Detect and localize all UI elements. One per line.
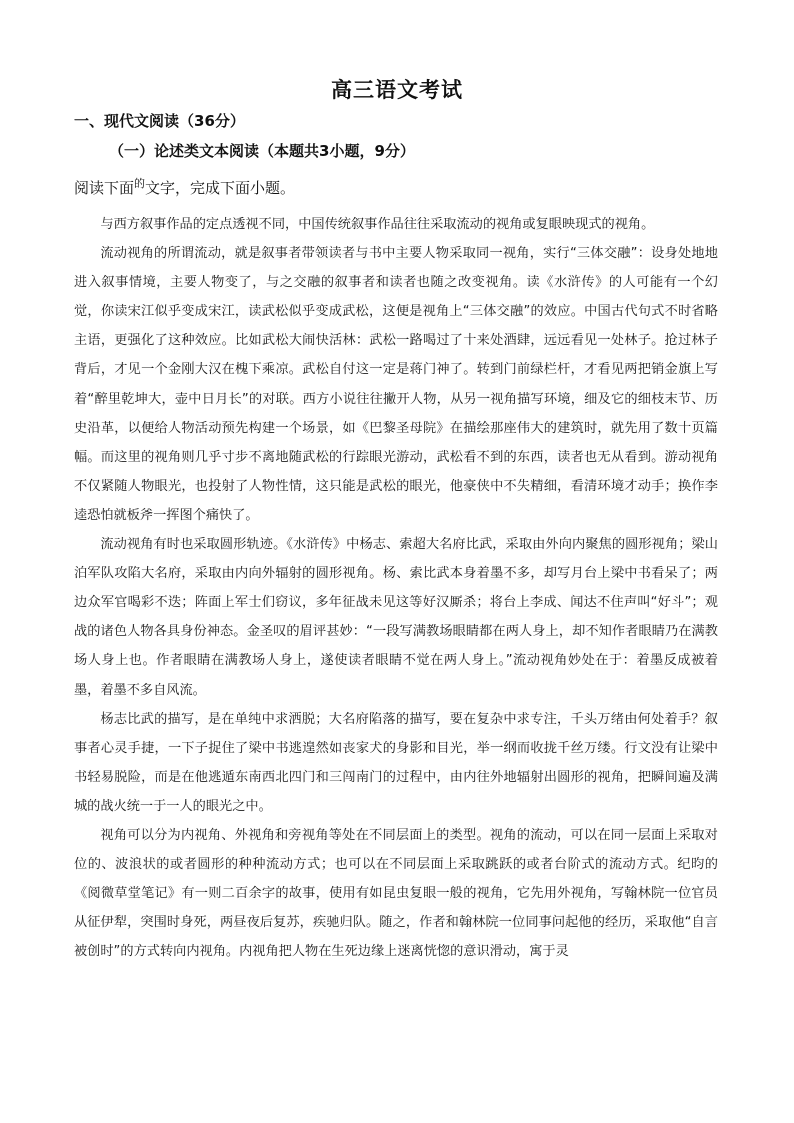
section-heading: 一、现代文阅读（36分） <box>74 112 245 130</box>
exam-title: 高三语文考试 <box>331 77 463 102</box>
instruction-text-after: 文字，完成下面小题。 <box>145 179 296 197</box>
passage-paragraph-2: 流动视角的所谓流动，就是叙事者带领读者与书中主要人物采取同一视角，实行“三体交融”：设身处地地进入叙事情境，主要人物变了，与之交融的叙事者和读者也随之改变视角。读《水浒传》的人可能有一个幻觉，你读宋江似乎变成宋江，读武松似乎变成武松，这便是视角上“三体交融”的效应。中国古代句式不时省略主语，更强化了这种效应。比如武松大闹快活林：武松一路喝过了十来处酒肆，远远看见一处林子。抢过林子背后，才见一个金刚大汉在槐下乘凉。武松自付这一定是蒋门神了。转到门前绿栏杆，才看见两把销金旗上写着“醉里乾坤大，壶中日月长”的对联。西方小说往往撇开人物，从另一视角描写环境，细及它的细枝末节、历史沿革，以便给人物活动预先构建一个场景，如《巴黎圣母院》在描绘那座伟大的建筑时，就先用了数十页篇幅。而这里的视角则几乎寸步不离地随武松的行踪眼光游动，武松看不到的东西，读者也无从看到。游动视角不仅紧随人物眼光，也投射了人物性情，这只能是武松的眼光，他豪侠中不失精细，看清环境才动手；换作李逵恐怕就板斧一挥图个痛快了。 <box>74 246 718 523</box>
subsection-heading: （一）论述类文本阅读（本题共3小题，9分） <box>109 142 415 160</box>
passage-paragraph-3: 流动视角有时也采取圆形轨迹。《水浒传》中杨志、索超大名府比武，采取由外向内聚焦的圆形视角；梁山泊军队攻陷大名府，采取由内向外辐射的圆形视角。杨、索比武本身着墨不多，却写月台上梁中书看呆了；两边众军官喝彩不迭；阵面上军士们窃议，多年征战未见这等好汉厮杀；将台上李成、闻达不住声叫“好斗”；观战的诸色人物各具身份神态。金圣叹的眉评甚妙：“一段写满教场眼睛都在两人身上，却不知作者眼睛乃在满教场人身上也。作者眼睛在满教场人身上，遂使读者眼睛不觉在两人身上。”流动视角妙处在于：着墨反成被着墨，着墨不多自风流。 <box>74 537 718 698</box>
passage-paragraph-4: 杨志比武的描写，是在单纯中求洒脱；大名府陷落的描写，要在复杂中求专注，千头万绪由何处着手？叙事者心灵手捷，一下子捉住了梁中书逃遑然如丧家犬的身影和目光，举一纲而收拢千丝万缕。行文没有让梁中书轻易脱险，而是在他逃遁东南西北四门和三闯南门的过程中，由内往外地辐射出圆形的视角，把瞬间遍及满城的战火统一于一人的眼光之中。 <box>74 711 718 814</box>
instruction-text-before: 阅读下面 <box>74 179 135 197</box>
reading-instruction <box>74 177 295 198</box>
passage-paragraph-5: 视角可以分为内视角、外视角和旁视角等处在不同层面上的类型。视角的流动，可以在同一层面上采取对位的、波浪状的或者圆形的种种流动方式；也可以在不同层面上采取跳跃的或者台阶式的流动方式。纪昀的《阅微草堂笔记》有一则二百余字的故事，使用有如昆虫复眼一般的视角，它先用外视角，写翰林院一位官员从征伊犁，突围时身死，两昼夜后复苏，疾驰归队。随之，作者和翰林院一位同事问起他的经历，采取他“自言被创时”的方式转向内视角。内视角把人物在生死边缘上迷离恍惚的意识滑动，寓于灵 <box>74 827 718 960</box>
instruction-superscript: 的 <box>134 177 146 190</box>
passage-paragraph-1: 与西方叙事作品的定点透视不同，中国传统叙事作品往往采取流动的视角或复眼映现式的视角。 <box>100 217 655 232</box>
passage-body <box>74 210 718 966</box>
